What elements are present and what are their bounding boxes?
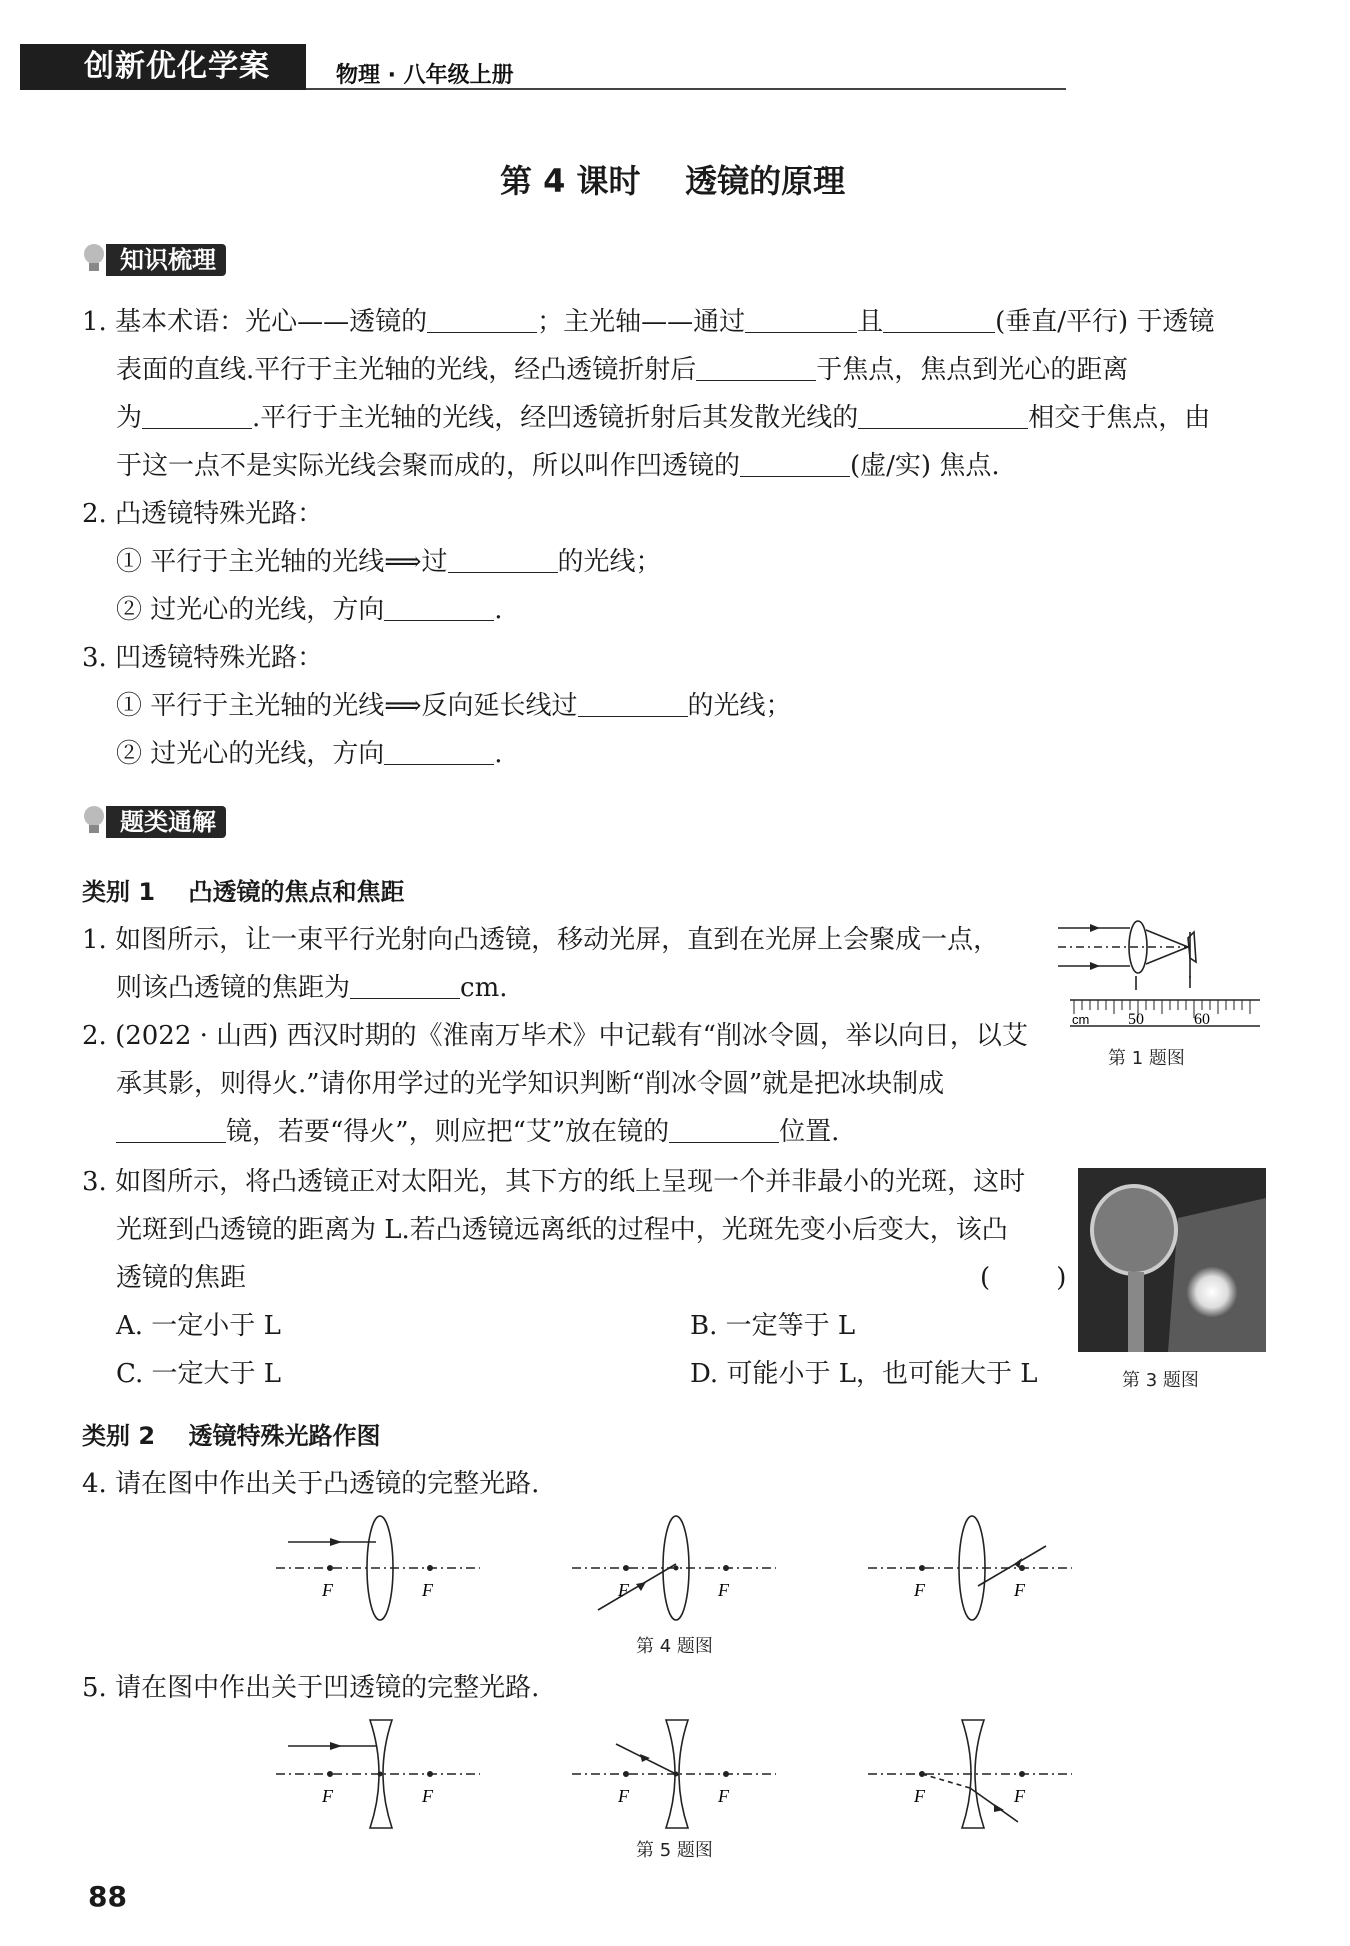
q4-f-label: F bbox=[914, 1580, 925, 1600]
k-line-6: ① 平行于主光轴的光线⟹过 的光线； bbox=[116, 547, 662, 577]
q2-line-b: 承其影，则得火.”请你用学过的光学知识判断“削冰令圆”就是把冰块制成 bbox=[116, 1069, 945, 1099]
q1-ruler-unit: cm bbox=[1072, 1012, 1090, 1027]
k-line-2: 表面的直线.平行于主光轴的光线，经凸透镜折射后 于焦点，焦点到光心的距离 bbox=[116, 355, 1129, 385]
q1-line-b: 则该凸透镜的焦距为 cm. bbox=[116, 973, 508, 1003]
q4-f-label: F bbox=[1014, 1580, 1025, 1600]
q3-option-a[interactable]: A. 一定小于 L bbox=[116, 1311, 281, 1341]
q5-f-label: F bbox=[718, 1786, 729, 1806]
q4-text: 4. 请在图中作出关于凸透镜的完整光路. bbox=[82, 1469, 540, 1499]
header-rule bbox=[306, 88, 1066, 90]
bulb-icon bbox=[82, 805, 106, 837]
q3-option-d[interactable]: D. 可能小于 L，也可能大于 L bbox=[690, 1359, 1038, 1389]
q3-line-b: 光斑到凸透镜的距离为 L.若凸透镜远离纸的过程中，光斑先变小后变大，该凸 bbox=[116, 1215, 1008, 1245]
q3-line-c: 透镜的焦距 bbox=[116, 1263, 247, 1293]
header-bar bbox=[20, 44, 1310, 90]
page-number: 88 bbox=[88, 1880, 127, 1913]
q5-f-label: F bbox=[914, 1786, 925, 1806]
q3-caption: 第 3 题图 bbox=[1122, 1370, 1199, 1391]
q5-f-label: F bbox=[422, 1786, 433, 1806]
k-line-5: 2. 凸透镜特殊光路： bbox=[82, 499, 324, 529]
q3-line-a: 3. 如图所示，将凸透镜正对太阳光，其下方的纸上呈现一个并非最小的光斑，这时 bbox=[82, 1167, 1026, 1197]
q3-option-c[interactable]: C. 一定大于 L bbox=[116, 1359, 282, 1389]
k-line-10: ② 过光心的光线，方向 . bbox=[116, 739, 503, 769]
header-brand: 创新优化学案 bbox=[84, 49, 270, 84]
k-line-3: 为 .平行于主光轴的光线，经凹透镜折射后其发散光线的 相交于焦点，由 bbox=[116, 403, 1211, 433]
q1-figure bbox=[1050, 918, 1270, 1038]
q3-photo bbox=[1078, 1168, 1266, 1352]
q4-f-label: F bbox=[718, 1580, 729, 1600]
q1-tick-50: 50 bbox=[1128, 1011, 1144, 1028]
q1-tick-60: 60 bbox=[1194, 1011, 1210, 1028]
q4-f-label: F bbox=[422, 1580, 433, 1600]
q5-f-label: F bbox=[322, 1786, 333, 1806]
section-knowledge: 知识梳理 bbox=[106, 244, 226, 276]
section-types: 题类通解 bbox=[106, 806, 226, 838]
q4-f-label: F bbox=[322, 1580, 333, 1600]
q2-line-a: 2. (2022 · 山西) 西汉时期的《淮南万毕术》中记载有“削冰令圆，举以向日，以艾 bbox=[82, 1021, 1028, 1051]
q1-caption: 第 1 题图 bbox=[1108, 1048, 1185, 1069]
q5-f-label: F bbox=[618, 1786, 629, 1806]
q3-option-b[interactable]: B. 一定等于 L bbox=[690, 1311, 856, 1341]
q4-caption: 第 4 题图 bbox=[636, 1636, 713, 1657]
k-line-1: 1. 基本术语：光心——透镜的 ；主光轴——通过 且 (垂直/平行) 于透镜 bbox=[82, 307, 1215, 337]
q4-figures bbox=[270, 1512, 1090, 1628]
q1-line-a: 1. 如图所示，让一束平行光射向凸透镜，移动光屏，直到在光屏上会聚成一点， bbox=[82, 925, 1000, 955]
q4-f-label: F bbox=[618, 1580, 629, 1600]
k-line-7: ② 过光心的光线，方向 . bbox=[116, 595, 503, 625]
q3-answer-paren: ( ) bbox=[980, 1263, 1067, 1293]
q2-line-c: 镜，若要“得火”，则应把“艾”放在镜的 位置. bbox=[116, 1114, 839, 1150]
page-title: 第 4 课时 透镜的原理 bbox=[500, 162, 846, 200]
q5-f-label: F bbox=[1014, 1786, 1025, 1806]
q5-caption: 第 5 题图 bbox=[636, 1840, 713, 1861]
header-subject: 物理 · 八年级上册 bbox=[336, 63, 514, 88]
q5-figures bbox=[270, 1716, 1090, 1832]
k-line-4: 于这一点不是实际光线会聚而成的，所以叫作凹透镜的 (虚/实) 焦点. bbox=[116, 451, 1000, 481]
category-2: 类别 2 透镜特殊光路作图 bbox=[82, 1422, 381, 1450]
k-line-8: 3. 凹透镜特殊光路： bbox=[82, 643, 324, 673]
q5-text: 5. 请在图中作出关于凹透镜的完整光路. bbox=[82, 1673, 540, 1703]
category-1: 类别 1 凸透镜的焦点和焦距 bbox=[82, 878, 405, 906]
k-line-9: ① 平行于主光轴的光线⟹反向延长线过 的光线； bbox=[116, 691, 792, 721]
bulb-icon bbox=[82, 243, 106, 275]
